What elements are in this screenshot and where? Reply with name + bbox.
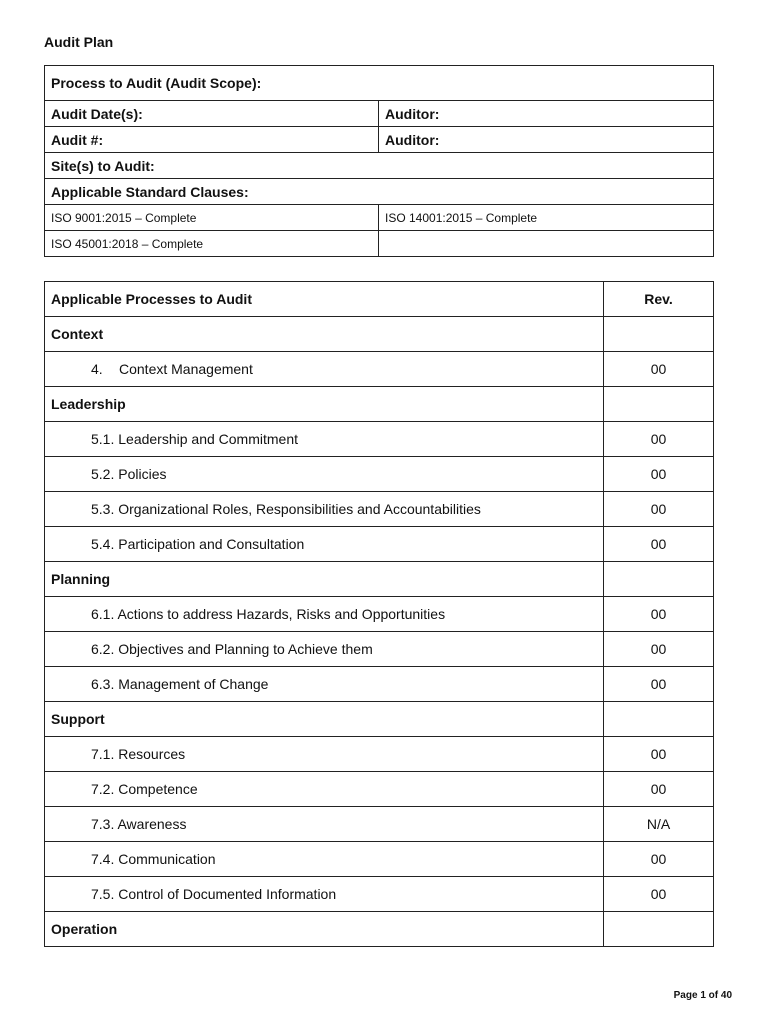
rev-value: 00 bbox=[604, 667, 714, 702]
rev-value: 00 bbox=[604, 597, 714, 632]
process-scope-label: Process to Audit (Audit Scope): bbox=[45, 66, 714, 101]
section-label: Operation bbox=[45, 912, 604, 947]
plan-row-standards-2 bbox=[45, 231, 714, 257]
plan-row-number bbox=[45, 127, 714, 153]
processes-table bbox=[44, 281, 714, 947]
rev-value: 00 bbox=[604, 527, 714, 562]
table-row bbox=[45, 597, 714, 632]
process-label: 6.1. Actions to address Hazards, Risks and Opportunities bbox=[45, 597, 604, 632]
process-label: 5.3. Organizational Roles, Responsibilities and Accountabilities bbox=[45, 492, 604, 527]
rev-value bbox=[604, 912, 714, 947]
table-row bbox=[45, 457, 714, 492]
process-label: 7.2. Competence bbox=[45, 772, 604, 807]
rev-value: 00 bbox=[604, 422, 714, 457]
table-row bbox=[45, 352, 714, 387]
rev-value: 00 bbox=[604, 842, 714, 877]
process-label: 6.3. Management of Change bbox=[45, 667, 604, 702]
section-label: Support bbox=[45, 702, 604, 737]
rev-value bbox=[604, 317, 714, 352]
table-row bbox=[45, 632, 714, 667]
auditor-label-2: Auditor: bbox=[379, 127, 714, 153]
plan-row-scope bbox=[45, 66, 714, 101]
process-label: 7.3. Awareness bbox=[45, 807, 604, 842]
process-label: 5.2. Policies bbox=[45, 457, 604, 492]
section-label: Leadership bbox=[45, 387, 604, 422]
table-row bbox=[45, 422, 714, 457]
table-row bbox=[45, 527, 714, 562]
clauses-label: Applicable Standard Clauses: bbox=[45, 179, 714, 205]
iso-14001-cell: ISO 14001:2015 – Complete bbox=[379, 205, 714, 231]
section-row bbox=[45, 387, 714, 422]
process-label: 5.1. Leadership and Commitment bbox=[45, 422, 604, 457]
plan-row-standards-1 bbox=[45, 205, 714, 231]
rev-value: 00 bbox=[604, 772, 714, 807]
table-row bbox=[45, 877, 714, 912]
section-row bbox=[45, 912, 714, 947]
section-label: Planning bbox=[45, 562, 604, 597]
empty-cell bbox=[379, 231, 714, 257]
rev-value: N/A bbox=[604, 807, 714, 842]
process-label: 6.2. Objectives and Planning to Achieve them bbox=[45, 632, 604, 667]
audit-number-label: Audit #: bbox=[45, 127, 379, 153]
rev-value: 00 bbox=[604, 352, 714, 387]
rev-value: 00 bbox=[604, 737, 714, 772]
sites-label: Site(s) to Audit: bbox=[45, 153, 714, 179]
rev-header: Rev. bbox=[604, 282, 714, 317]
table-row bbox=[45, 667, 714, 702]
audit-plan-table bbox=[44, 65, 714, 257]
process-label: 7.5. Control of Documented Information bbox=[45, 877, 604, 912]
rev-value bbox=[604, 702, 714, 737]
section-row bbox=[45, 702, 714, 737]
processes-header: Applicable Processes to Audit bbox=[45, 282, 604, 317]
section-row bbox=[45, 562, 714, 597]
rev-value bbox=[604, 562, 714, 597]
process-text: Context Management bbox=[119, 361, 253, 377]
audit-dates-label: Audit Date(s): bbox=[45, 101, 379, 127]
rev-value: 00 bbox=[604, 457, 714, 492]
plan-row-sites bbox=[45, 153, 714, 179]
process-label: 7.1. Resources bbox=[45, 737, 604, 772]
process-label: 5.4. Participation and Consultation bbox=[45, 527, 604, 562]
rev-value: 00 bbox=[604, 632, 714, 667]
process-number: 4. bbox=[91, 361, 103, 377]
section-label: Context bbox=[45, 317, 604, 352]
table-row bbox=[45, 772, 714, 807]
table-row bbox=[45, 807, 714, 842]
rev-value: 00 bbox=[604, 492, 714, 527]
plan-row-dates bbox=[45, 101, 714, 127]
section-row bbox=[45, 317, 714, 352]
iso-45001-cell: ISO 45001:2018 – Complete bbox=[45, 231, 379, 257]
plan-row-clauses bbox=[45, 179, 714, 205]
process-label: 7.4. Communication bbox=[45, 842, 604, 877]
document-title: Audit Plan bbox=[44, 34, 114, 50]
auditor-label-1: Auditor: bbox=[379, 101, 714, 127]
table-row bbox=[45, 737, 714, 772]
rev-value bbox=[604, 387, 714, 422]
process-label bbox=[45, 352, 604, 387]
rev-value: 00 bbox=[604, 877, 714, 912]
table-row bbox=[45, 842, 714, 877]
processes-header-row bbox=[45, 282, 714, 317]
iso-9001-cell: ISO 9001:2015 – Complete bbox=[45, 205, 379, 231]
page-number: Page 1 of 40 bbox=[673, 990, 732, 1001]
table-row bbox=[45, 492, 714, 527]
